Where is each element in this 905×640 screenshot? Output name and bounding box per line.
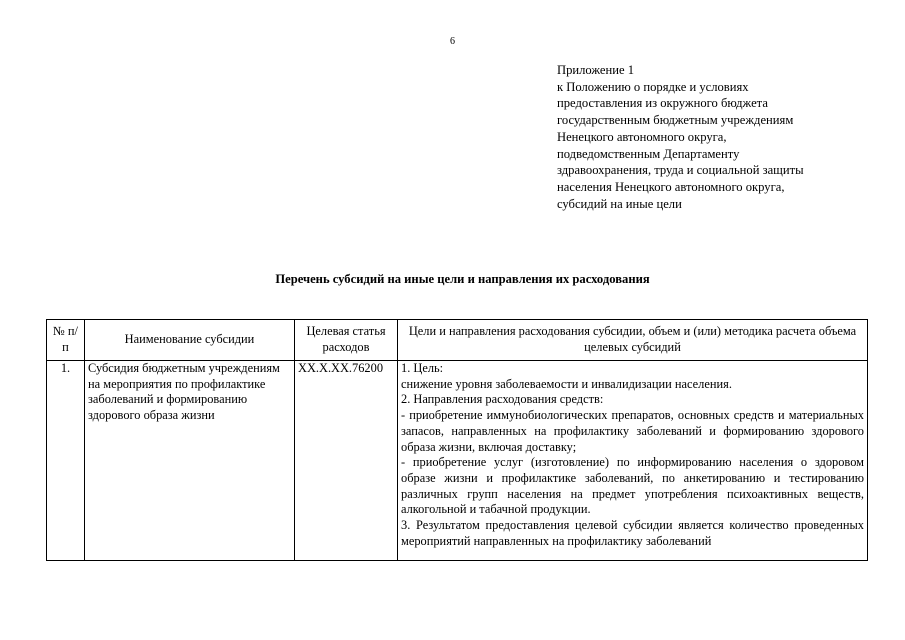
table-header-row xyxy=(47,320,868,361)
appendix-line: к Положению о порядке и условиях xyxy=(557,79,749,94)
goal-line: 3. Результатом предоставления целевой субсидии является количество проведенных мероприятий направленных на профилактику заболеваний xyxy=(401,518,864,548)
appendix-line: Приложение 1 xyxy=(557,63,635,77)
goal-line: - приобретение иммунобиологических препаратов, основных средств и материальных запасов, направленных на профилактику заболеваний и формированию здорового образа жизни, включая доставку; xyxy=(401,408,864,454)
table-row xyxy=(47,361,868,561)
appendix-line: подведомственным Департаменту xyxy=(557,146,740,161)
header-number: № п/п xyxy=(47,320,85,361)
header-goals: Цели и направления расходования субсидии, объем и (или) методика расчета объема целевых субсидий xyxy=(398,320,868,361)
goals-cell xyxy=(398,361,868,561)
appendix-block xyxy=(557,62,857,212)
appendix-line: населения Ненецкого автономного округа, xyxy=(557,179,785,194)
page-number: 6 xyxy=(450,36,455,47)
appendix-line: субсидий на иные цели xyxy=(557,196,682,211)
appendix-line: Ненецкого автономного округа, xyxy=(557,129,727,144)
row-number: 1. xyxy=(47,361,85,561)
header-subsidy-name: Наименование субсидии xyxy=(85,320,295,361)
subsidies-table xyxy=(46,319,868,561)
goal-line: 1. Цель: xyxy=(401,361,444,375)
header-target-article: Целевая статья расходов xyxy=(295,320,398,361)
appendix-line: предоставления из окружного бюджета xyxy=(557,96,768,111)
subsidy-name: Субсидия бюджетным учреждениям на мероприятия по профилактике заболеваний и формированию здорового образа жизни xyxy=(85,361,295,561)
goal-line: снижение уровня заболеваемости и инвалидизации населения. xyxy=(401,376,732,391)
goal-line: 2. Направления расходования средств: xyxy=(401,392,604,407)
appendix-line: государственным бюджетным учреждениям xyxy=(557,113,794,128)
target-article-code: ХХ.Х.ХХ.76200 xyxy=(295,361,398,561)
appendix-line: здравоохранения, труда и социальной защиты xyxy=(557,163,804,178)
document-title: Перечень субсидий на иные цели и направления их расходования xyxy=(275,272,650,286)
goal-line: - приобретение услуг (изготовление) по информированию населения о здоровом образе жизни и профилактике заболеваний, по анкетированию и тестированию различных групп населения на предмет употребления психоактивных веществ, алкогольной и табачной продукции. xyxy=(401,455,864,517)
